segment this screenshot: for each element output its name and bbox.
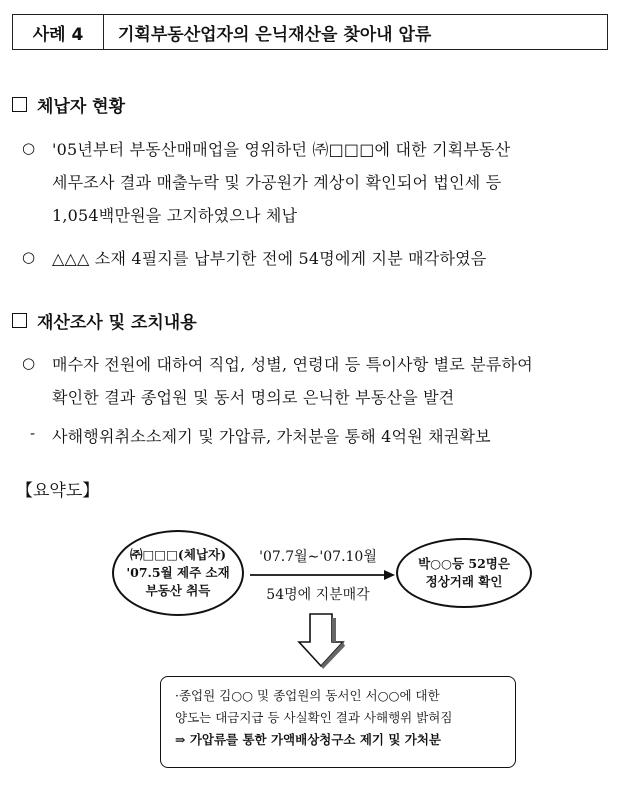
- ellipse-line: '07.5월 제주 소재: [126, 565, 230, 580]
- text-line: 매수자 전원에 대하여 직업, 성별, 연령대 등 특이사항 별로 분류하여: [52, 355, 533, 374]
- ellipse-line: 부동산 취득: [145, 583, 211, 598]
- text-line: 1,054백만원을 고지하였으나 체납: [52, 206, 298, 225]
- dash-marker: -: [30, 424, 36, 442]
- checkbox-square-icon: [12, 97, 27, 112]
- section-heading-investigation: [12, 308, 197, 333]
- section-title: 체납자 현황: [37, 97, 126, 117]
- circle-bullet-icon: ○: [22, 354, 36, 372]
- summary-label: 【요약도】: [16, 481, 100, 501]
- circle-bullet-icon: ○: [22, 139, 36, 157]
- checkbox-square-icon: [12, 313, 27, 328]
- text-line: 확인한 결과 종업원 및 동서 명의로 은닉한 부동산을 발견: [52, 388, 455, 407]
- section-heading-delinquent: [12, 92, 125, 117]
- ellipse-normal-trades: [396, 538, 532, 608]
- text-line: △△△ 소재 4필지를 납부기한 전에 54명에게 지분 매각하였음: [52, 249, 487, 268]
- result-conclusion: ⇒ 가압류를 통한 가액배상청구소 제기 및 가처분: [175, 732, 442, 747]
- transfer-period: '07.7월∼'07.10월: [259, 549, 377, 565]
- ellipse-line: 정상거래 확인: [425, 574, 503, 589]
- text-line: 세무조사 결과 매출누락 및 가공원가 계상이 확인되어 법인세 등: [52, 173, 502, 192]
- down-arrow-icon: [296, 612, 346, 670]
- transfer-action: 54명에 지분매각: [266, 587, 370, 603]
- text-line: 사해행위취소소제기 및 가압류, 가처분을 통해 4억원 채권확보: [52, 427, 491, 446]
- ellipse-delinquent-company: [112, 530, 244, 616]
- case-title: 기획부동산업자의 은닉재산을 찾아내 압류: [118, 24, 432, 45]
- result-line: 양도는 대금지급 등 사실확인 결과 사해행위 밝혀짐: [175, 710, 453, 725]
- ellipse-line: ㈜□□□(체납자): [130, 547, 226, 562]
- section-title: 재산조사 및 조치내용: [37, 313, 197, 333]
- right-arrow-icon: [250, 568, 396, 582]
- text-line: '05년부터 부동산매매업을 영위하던 ㈜□□□에 대한 기획부동산: [52, 140, 511, 159]
- case-header: [12, 14, 608, 50]
- result-line: ·종업원 김○○ 및 종업원의 동서인 서○○에 대한: [175, 688, 440, 703]
- circle-bullet-icon: ○: [22, 248, 36, 266]
- ellipse-line: 박○○등 52명은: [418, 556, 510, 571]
- case-label: 사례 4: [13, 15, 104, 49]
- result-box: [160, 676, 516, 768]
